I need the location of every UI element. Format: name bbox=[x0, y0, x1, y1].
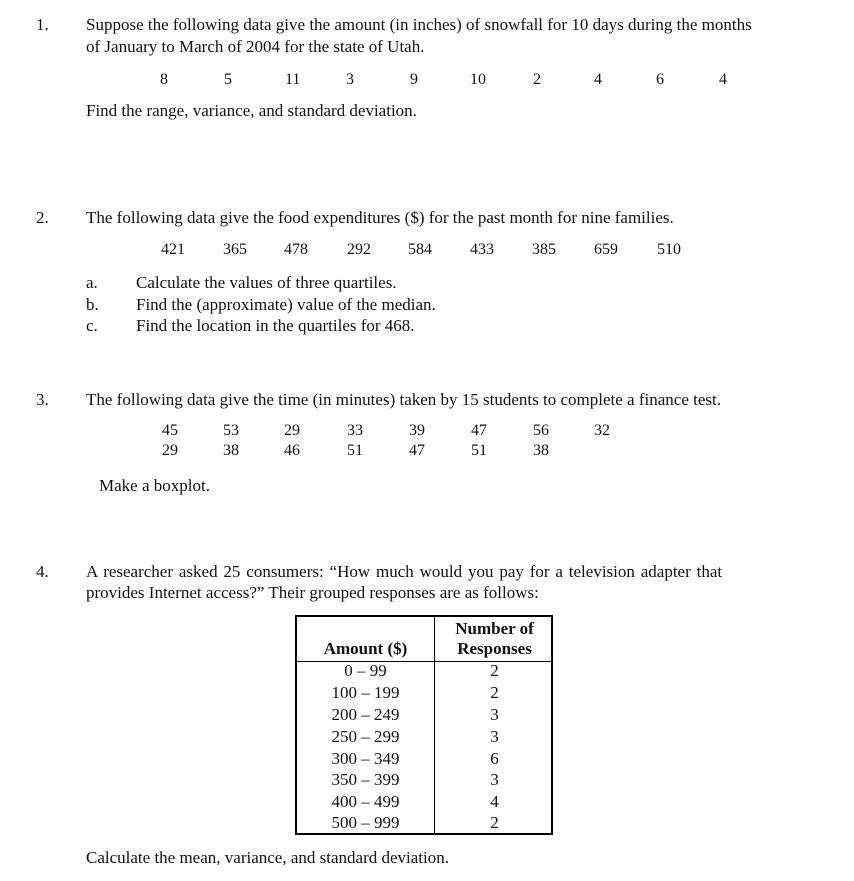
question-2-text: The following data give the food expenditures ($) for the past month for nine families. bbox=[86, 208, 674, 227]
q3-value: 56 bbox=[533, 422, 549, 439]
table-row-responses: 3 bbox=[490, 770, 499, 789]
question-1-text-line1: Suppose the following data give the amount (in inches) of snowfall for 10 days during the months bbox=[86, 15, 752, 34]
q3-value: 45 bbox=[162, 422, 178, 439]
question-4-text-line2: provides Internet access?” Their grouped responses are as follows: bbox=[86, 583, 539, 602]
q1-value: 10 bbox=[470, 71, 486, 88]
question-4-text-line1: A researcher asked 25 consumers: “How much would you pay for a television adapter that bbox=[86, 562, 723, 581]
question-4-number: 4. bbox=[36, 562, 49, 581]
table-row-responses: 2 bbox=[490, 661, 499, 680]
table-row-responses: 6 bbox=[490, 749, 499, 768]
part-text: Find the location in the quartiles for 468. bbox=[136, 316, 415, 335]
question-2-number: 2. bbox=[36, 208, 49, 227]
table-row-amount: 0 – 99 bbox=[344, 661, 387, 680]
q2-value: 510 bbox=[657, 241, 681, 258]
q2-value: 292 bbox=[347, 241, 371, 258]
question-3-text: The following data give the time (in minutes) taken by 15 students to complete a finance test. bbox=[86, 390, 721, 409]
part-label: b. bbox=[86, 295, 99, 314]
table-row-amount: 200 – 249 bbox=[331, 705, 400, 724]
q3-value: 47 bbox=[409, 442, 425, 459]
table-column-divider bbox=[434, 617, 435, 833]
q3-value: 39 bbox=[409, 422, 425, 439]
table-row-responses: 3 bbox=[490, 705, 499, 724]
table-row-responses: 4 bbox=[490, 792, 499, 811]
table-row-amount: 400 – 499 bbox=[331, 792, 400, 811]
question-4-instruction: Calculate the mean, variance, and standard deviation. bbox=[86, 848, 449, 867]
table-row-responses: 2 bbox=[490, 813, 499, 832]
header-responses-line1: Number of bbox=[455, 619, 534, 638]
question-1-number: 1. bbox=[36, 15, 49, 34]
part-text: Calculate the values of three quartiles. bbox=[136, 273, 397, 292]
q2-value: 421 bbox=[161, 241, 185, 258]
q3-value: 47 bbox=[471, 422, 487, 439]
question-1-instruction: Find the range, variance, and standard deviation. bbox=[86, 101, 417, 120]
q2-value: 478 bbox=[284, 241, 308, 258]
question-3-instruction: Make a boxplot. bbox=[99, 476, 210, 495]
question-1-text-line2: of January to March of 2004 for the state of Utah. bbox=[86, 37, 425, 56]
q3-value: 29 bbox=[284, 422, 300, 439]
table-row-responses: 2 bbox=[490, 683, 499, 702]
q3-value: 32 bbox=[594, 422, 610, 439]
part-text: Find the (approximate) value of the median. bbox=[136, 295, 436, 314]
q1-value: 11 bbox=[285, 71, 301, 88]
q3-value: 33 bbox=[347, 422, 363, 439]
q3-value: 38 bbox=[533, 442, 549, 459]
q1-value: 9 bbox=[410, 71, 418, 88]
question-3-number: 3. bbox=[36, 390, 49, 409]
q3-value: 38 bbox=[223, 442, 239, 459]
q2-value: 584 bbox=[408, 241, 432, 258]
header-responses-line2: Responses bbox=[457, 639, 532, 658]
q2-value: 365 bbox=[223, 241, 247, 258]
q3-value: 53 bbox=[223, 422, 239, 439]
table-row-amount: 100 – 199 bbox=[331, 683, 400, 702]
table-row-amount: 250 – 299 bbox=[331, 727, 400, 746]
q1-value: 4 bbox=[719, 71, 727, 88]
table-row-amount: 350 – 399 bbox=[331, 770, 400, 789]
table-row-amount: 300 – 349 bbox=[331, 749, 400, 768]
q1-value: 6 bbox=[656, 71, 664, 88]
q3-value: 51 bbox=[347, 442, 363, 459]
q2-value: 385 bbox=[532, 241, 556, 258]
q1-value: 5 bbox=[224, 71, 232, 88]
header-amount: Amount ($) bbox=[323, 639, 408, 658]
part-label: c. bbox=[86, 316, 98, 335]
q3-value: 29 bbox=[162, 442, 178, 459]
table-row-amount: 500 – 999 bbox=[331, 813, 400, 832]
q2-value: 659 bbox=[594, 241, 618, 258]
q1-value: 4 bbox=[594, 71, 602, 88]
part-label: a. bbox=[86, 273, 98, 292]
q3-value: 51 bbox=[471, 442, 487, 459]
q1-value: 3 bbox=[346, 71, 354, 88]
table-row-responses: 3 bbox=[490, 727, 499, 746]
q3-value: 46 bbox=[284, 442, 300, 459]
responses-table bbox=[295, 615, 553, 835]
q1-value: 8 bbox=[160, 71, 168, 88]
q1-value: 2 bbox=[533, 71, 541, 88]
q2-value: 433 bbox=[470, 241, 494, 258]
